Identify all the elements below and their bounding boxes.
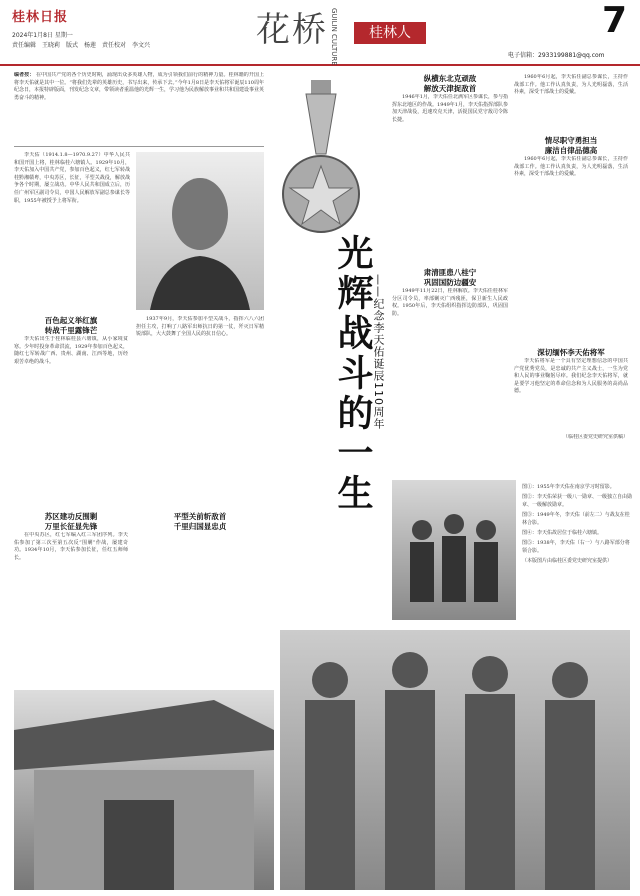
page-number: 7: [602, 0, 628, 41]
photo-5-figures: [280, 630, 630, 890]
section-3: 1937年9月，李天佑参加平型关战斗，指挥六八六团担任主攻，打响了八路军出师抗日的第一仗，歼灭日军精锐部队，大大鼓舞了全国人民的抗日信心。 平型关前斩敌首 千里归国显忠贞: [136, 316, 264, 531]
source-note: （本版图片由临桂区委党史研究室提供）: [522, 558, 613, 565]
column-badge: 桂林人: [354, 22, 426, 44]
main-title-block: [330, 234, 390, 564]
divider: [14, 146, 264, 147]
caption-1: 图①：1955年李天佑在南京学习时留影。: [522, 484, 615, 490]
staff-line: 责任编辑 王晓莉 版式 杨莲 责任校对 李文兴: [12, 42, 151, 49]
caption-4: 图④：李天佑故居位于临桂六塘镇。: [522, 530, 603, 537]
section-5: 肃清匪患八桂宁 巩固国防边疆安 1949年11月22日，桂林解放。李天佑任桂林军分区司令员，率部剿灭广西残匪，保卫新生人民政权。1950年后，李天佑组织指挥边防部队，巩固国防。: [392, 268, 508, 317]
photo-3-figures: [392, 480, 516, 620]
section-3-head: 平型关前斩敌首 千里归国显忠贞: [173, 512, 227, 531]
photo-4: [14, 690, 274, 890]
captions: [522, 484, 632, 566]
section-5-head: 肃清匪患八桂宁 巩固国防边疆安: [423, 268, 477, 287]
section-1-head: 百色起义举红旗 转战千里露锋芒: [44, 316, 98, 335]
issue-date: 2024年1月8日: [12, 32, 53, 39]
intro-text: 李天佑（1914.1.8—1970.9.27）中华人民共和国开国上将，桂林临桂六塘镇人。1929年10月，李天佑加入中国共产党，参加百色起义，红七军转战桂黔湘赣粤，中央苏区，长征，平型关战役，解放战争各个时期，屡立战功。中华人民共和国成立后，历任广州军区副司令员，中国人民解放军副总参谋长等职，1955年被授予上将军衔。: [14, 152, 130, 204]
editor-note-label: 编者按：: [14, 72, 35, 78]
portrait-photo: [136, 152, 264, 310]
issue-weekday: 星期一: [54, 32, 73, 39]
caption-2: 图②：李天佑荣获一级八一勋章、一级独立自由勋章、一级解放勋章。: [522, 494, 633, 508]
email-line: 电子信箱：2933199881@qq.com: [508, 52, 605, 59]
photo-4-house: [14, 690, 274, 890]
section-6-head: 情尽职守勇担当 廉洁自律品德高: [544, 136, 598, 155]
section-title: 花桥: [256, 10, 328, 50]
caption-3: 图③：1949年冬，李天佑（前左二）与战友在桂林合影。: [522, 512, 630, 526]
section-7: 深切缅怀李天佑将军 李天佑将军是一个具有坚定理想信念的中国共产党优秀党员，是忠诚的共产主义战士，一生为党和人民的事业鞠躬尽瘁。我们纪念李天佑将军，就是要学习他坚定的革命信念和为人民服务的高尚品德。 （临桂区委党史研究室供稿）: [514, 348, 628, 440]
caption-5: 图⑤：1938年，李天佑（右一）与八路军部分将领合影。: [522, 540, 630, 554]
section-6-lead: 1960年6月起，李天佑任副总参谋长，主持作战部工作。他工作认真负责，为人光明磊落，生活朴素，深受干部战士的爱戴。: [514, 74, 628, 96]
medal-icon: [276, 74, 366, 260]
section-6: 情尽职守勇担当 廉洁自律品德高 1960年6月起，李天佑任副总参谋长，主持作战部工作。他工作认真负责，为人光明磊落，生活朴素，深受干部战士的爱戴。: [514, 136, 628, 178]
section-1: 百色起义举红旗 转战千里露锋芒 李天佑出生于桂林临桂县六塘镇，从小家境贫寒。少年时投身革命洪流，1929年参加百色起义，随红七军转战广西、贵州、湖南、江西等地，历经艰苦卓绝的战斗。: [14, 316, 128, 365]
section-4: 纵横东北克顽敌 解放天津捉敌首 1946年1月，李天佑任北满军区参谋长，参与指挥东北地区的作战。1949年1月，李天佑指挥部队参加天津战役，迅速攻克天津，活捉国民党守敌司令陈长捷。: [392, 74, 508, 123]
medal-image: [276, 74, 366, 260]
photo-3: [392, 480, 516, 620]
section-en: GUILIN CULTURE: [330, 8, 338, 66]
section-2-head: 苏区建功反围剿 万里长征显先锋: [44, 512, 98, 531]
portrait-figure: [136, 152, 264, 310]
editor-note-text: 在中国共产党的各个历史时期，涌现出众多英雄人物，成为引领我们前行的精神力量。桂林籍的开国上将李天佑就是其中一位。“将我们先辈的英雄历史，书写出来，传承下去。”今年1月8日是李天佑将军诞辰110周年纪念日，本报特辟版面，刊发纪念文章，带领读者重温他的光辉一生，学习他为民族解放事业和共和国建设事业英勇奋斗的精神。: [14, 72, 264, 101]
main-subtitle: ——纪念李天佑诞辰110周年: [372, 274, 385, 430]
editor-note: [14, 72, 264, 140]
section-7-head: 深切缅怀李天佑将军: [537, 348, 605, 357]
byline: （临桂区委党史研究室供稿）: [562, 434, 628, 440]
section-4-head: 纵横东北克顽敌 解放天津捉敌首: [423, 74, 477, 93]
newspaper-logo: 桂林日报: [12, 10, 69, 25]
main-title: 光辉战斗的一生: [332, 234, 373, 514]
section-2: 苏区建功反围剿 万里长征显先锋 在中央苏区，红七军编入红三军团序列。李天佑参加了第三次至第五次反“围剿”作战，屡建奇功。1934年10月，李天佑参加长征，任红五师师长。: [14, 512, 128, 561]
photo-5: [280, 630, 630, 890]
